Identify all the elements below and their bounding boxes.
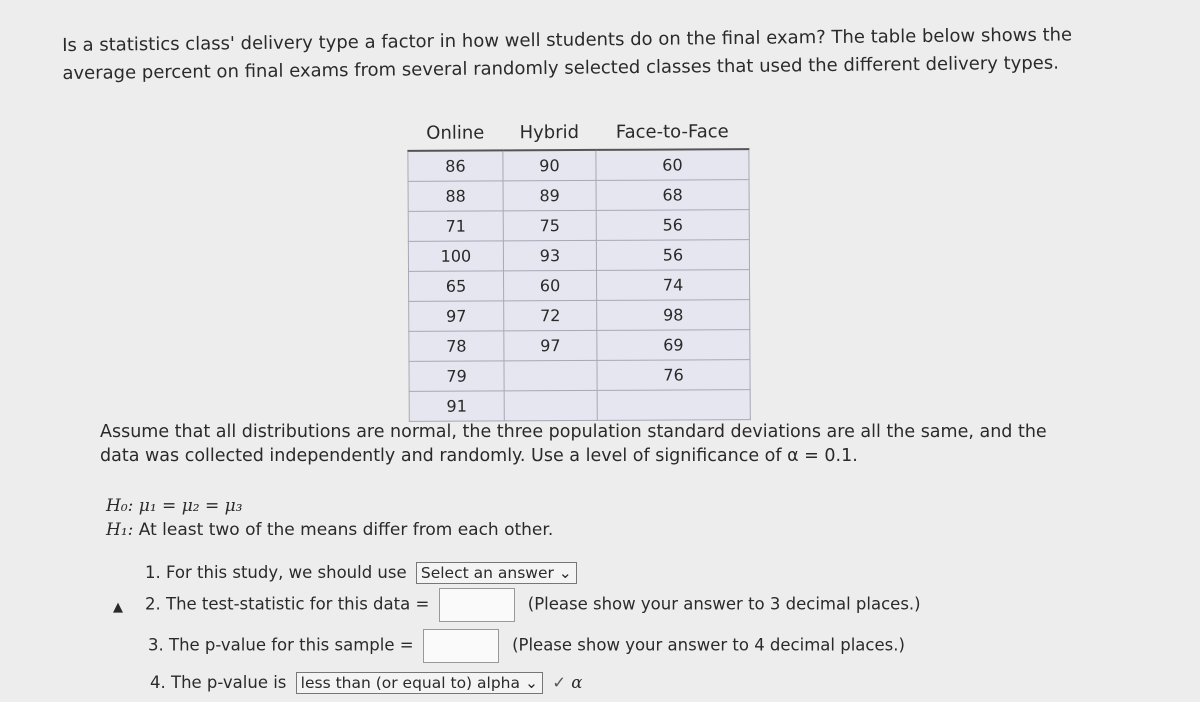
table-cell — [504, 390, 597, 420]
question-4-text: 4. The p-value is — [150, 673, 287, 692]
question-2-hint: (Please show your answer to 3 decimal places.) — [527, 594, 921, 614]
question-2-text: 2. The test-statistic for this data = — [145, 594, 430, 614]
table-row — [408, 240, 749, 272]
problem-intro: Is a statistics class' delivery type a factor in how well students do on the final exam? The table below shows the average percent on final exams from several randomly selected classes that used the different delivery types. — [62, 24, 1073, 84]
table-cell: 71 — [408, 211, 503, 241]
table-cell: 72 — [504, 300, 597, 330]
table-row — [408, 210, 749, 242]
table-cell: 91 — [409, 391, 504, 421]
table-row — [408, 149, 749, 181]
h0-label: H₀: — [106, 496, 134, 516]
chevron-down-icon: ⌄ — [524, 674, 538, 692]
data-table-container — [407, 117, 751, 422]
table-row — [408, 180, 749, 212]
table-cell — [597, 390, 750, 421]
table-cell: 69 — [597, 330, 750, 361]
mouse-cursor-icon: ▲ — [113, 600, 123, 615]
question-1 — [145, 562, 577, 584]
table-cell: 89 — [503, 180, 596, 210]
table-cell: 88 — [408, 181, 503, 211]
data-table — [407, 117, 751, 422]
question-3 — [148, 629, 905, 663]
question-2 — [145, 588, 921, 622]
alpha-symbol: α — [571, 673, 583, 692]
column-header-online: Online — [408, 118, 503, 150]
table-cell: 98 — [597, 300, 750, 331]
table-cell — [504, 360, 597, 390]
table-cell: 60 — [596, 149, 749, 180]
table-cell: 86 — [408, 150, 503, 181]
alternative-hypothesis — [106, 518, 553, 542]
table-cell: 65 — [409, 271, 504, 301]
table-cell: 74 — [597, 270, 750, 301]
table-cell: 68 — [596, 180, 749, 211]
column-header-face-to-face: Face-to-Face — [596, 117, 749, 150]
table-cell: 100 — [408, 241, 503, 271]
table-row — [409, 270, 750, 302]
assumption-text: Assume that all distributions are normal, the three population standard deviations are all the same, and the data was collected independently and randomly. Use a level of significance of α = 0.1. — [100, 422, 1047, 466]
checkmark-icon: ✓ — [552, 673, 567, 692]
test-type-select-value: Select an answer — [420, 564, 554, 582]
table-cell: 97 — [409, 301, 504, 331]
table-row — [409, 360, 750, 392]
question-4 — [150, 672, 582, 694]
h1-label: H₁: — [106, 520, 134, 540]
p-value-comparison-select[interactable] — [296, 672, 543, 694]
table-row — [409, 390, 750, 422]
test-statistic-input[interactable] — [439, 588, 515, 622]
table-row — [409, 330, 750, 362]
table-cell: 78 — [409, 331, 504, 361]
table-cell: 75 — [503, 210, 596, 240]
table-row — [409, 300, 750, 332]
hypotheses — [106, 494, 553, 542]
null-hypothesis — [106, 494, 553, 518]
table-cell: 60 — [504, 270, 597, 300]
p-value-comparison-select-value: less than (or equal to) alpha — [300, 674, 520, 692]
question-1-text: 1. For this study, we should use — [145, 563, 407, 582]
table-cell: 97 — [504, 330, 597, 360]
table-cell: 56 — [596, 240, 749, 271]
p-value-input[interactable] — [423, 629, 499, 663]
test-type-select[interactable] — [416, 562, 577, 584]
h1-statement: At least two of the means differ from each other. — [138, 520, 554, 540]
column-header-hybrid: Hybrid — [503, 118, 596, 150]
table-cell: 76 — [597, 360, 750, 391]
table-cell: 79 — [409, 361, 504, 391]
chevron-down-icon: ⌄ — [558, 564, 572, 582]
table-cell: 93 — [503, 240, 596, 270]
table-cell: 56 — [596, 210, 749, 241]
question-3-hint: (Please show your answer to 4 decimal places.) — [512, 635, 905, 655]
h0-statement: μ₁ = μ₂ = μ₃ — [138, 496, 243, 516]
question-3-text: 3. The p-value for this sample = — [148, 635, 414, 655]
table-cell: 90 — [503, 150, 596, 181]
